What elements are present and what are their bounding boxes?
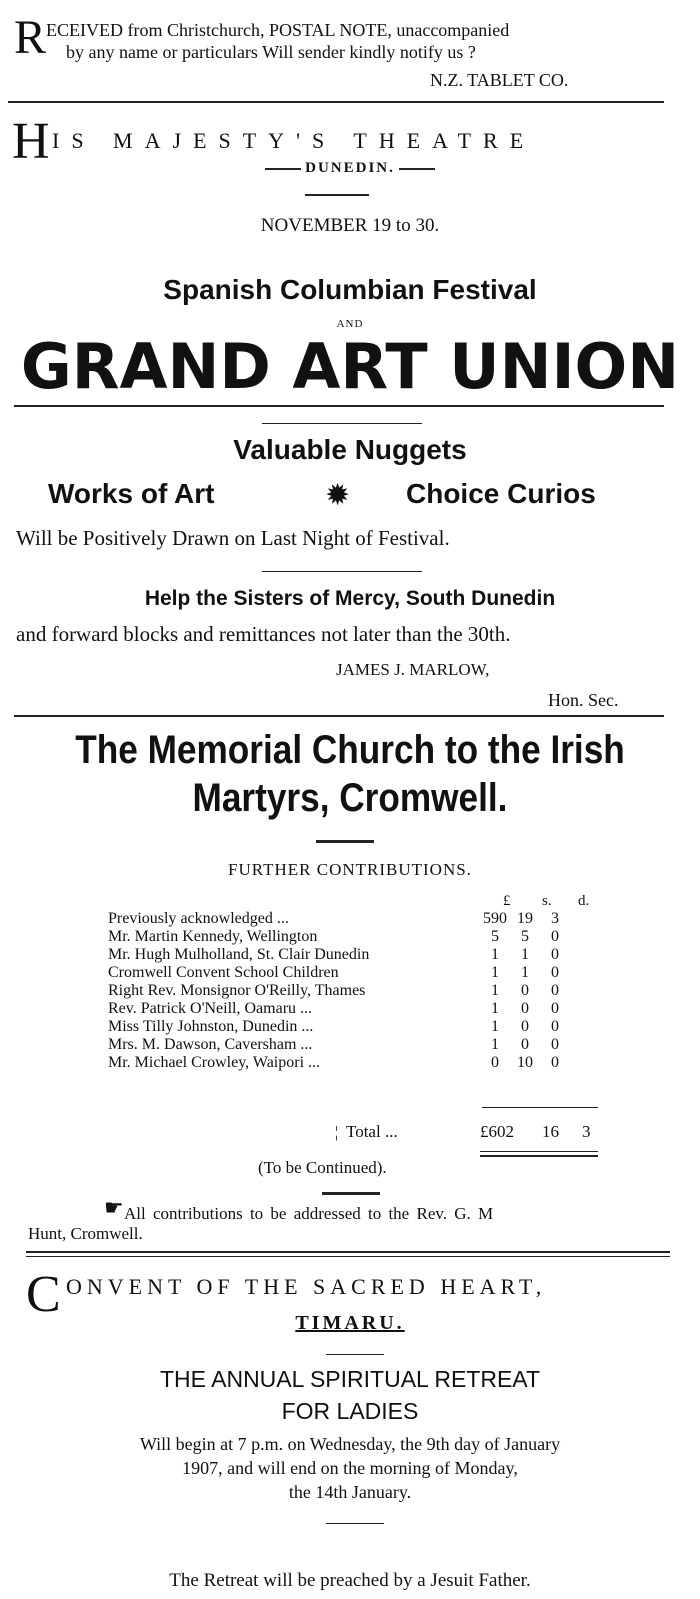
retreat-title-line1: THE ANNUAL SPIRITUAL RETREAT xyxy=(160,1366,540,1392)
amount-pounds: 5 xyxy=(491,928,499,945)
to-be-continued: (To be Continued). xyxy=(258,1158,387,1177)
amount-pence: 0 xyxy=(551,982,559,999)
memorial-title-line1: The Memorial Church to the Irish xyxy=(75,728,625,772)
help-sisters: Help the Sisters of Mercy, South Dunedin xyxy=(144,587,556,610)
contributions-table xyxy=(108,910,570,1072)
address-line1: All contributions to be addressed to the Rev. G. M xyxy=(124,1204,494,1223)
short-rule xyxy=(262,423,422,424)
amount-shillings: 19 xyxy=(517,910,533,927)
contributor-name: Mr. Martin Kennedy, Wellington xyxy=(108,928,318,945)
hand-pointer-icon: ☛ xyxy=(104,1196,124,1221)
header-pence: d. xyxy=(578,893,590,909)
amount-shillings: 0 xyxy=(521,1018,529,1035)
header-pounds: £ xyxy=(503,893,511,909)
amount-shillings: 5 xyxy=(521,928,529,945)
amount-pence: 0 xyxy=(551,928,559,945)
contributions-body xyxy=(108,910,570,1072)
short-rule xyxy=(326,1523,384,1524)
amount-pence: 0 xyxy=(551,964,559,981)
amount-pounds: 1 xyxy=(491,1018,499,1035)
contributor-name: Right Rev. Monsignor O'Reilly, Thames xyxy=(108,982,366,999)
divider xyxy=(26,1251,670,1253)
total-label: Total ... xyxy=(346,1122,398,1141)
secretary-name: JAMES J. MARLOW, xyxy=(336,660,490,679)
divider xyxy=(8,101,664,103)
amount-pounds: 1 xyxy=(491,982,499,999)
amount-shillings: 10 xyxy=(517,1054,533,1071)
amount-pounds: 590 xyxy=(483,910,507,927)
short-rule xyxy=(326,1354,384,1355)
dash-left xyxy=(265,168,301,170)
notice-dropcap: R xyxy=(14,11,47,64)
retreat-preacher: The Retreat will be preached by a Jesuit Father. xyxy=(169,1570,531,1591)
total-rule-double xyxy=(480,1151,598,1152)
contribution-row xyxy=(108,982,570,1000)
short-rule xyxy=(316,840,374,843)
short-rule xyxy=(305,194,369,196)
drawn-notice: Will be Positively Drawn on Last Night of Festival. xyxy=(16,526,450,550)
contribution-row xyxy=(108,1018,570,1036)
notice-signature: N.Z. TABLET CO. xyxy=(430,70,569,90)
amount-shillings: 0 xyxy=(521,1036,529,1053)
contributor-name: Mr. Hugh Mulholland, St. Clair Dunedin xyxy=(108,946,370,963)
secretary-title: Hon. Sec. xyxy=(548,690,619,710)
amount-pounds: 0 xyxy=(491,1054,499,1071)
contribution-row xyxy=(108,1000,570,1018)
amount-pounds: 1 xyxy=(491,946,499,963)
prize-nuggets: Valuable Nuggets xyxy=(233,434,467,465)
theatre-city-text: DUNEDIN. xyxy=(305,160,395,176)
memorial-title-line2: Martyrs, Cromwell. xyxy=(192,776,508,820)
convent-city: TIMARU. xyxy=(295,1312,405,1334)
total-shillings: 16 xyxy=(542,1122,559,1141)
amount-pence: 0 xyxy=(551,1036,559,1053)
divider xyxy=(26,1256,670,1257)
notice-line2: by any name or particulars Will sender kindly notify us ? xyxy=(66,42,476,62)
address-line2: Hunt, Cromwell. xyxy=(28,1224,143,1243)
convent-dropcap: C xyxy=(26,1266,61,1323)
dash-right xyxy=(399,168,435,170)
festival-and: AND xyxy=(336,318,364,330)
total-rule-double xyxy=(480,1155,598,1157)
contribution-row xyxy=(108,946,570,964)
contribution-row xyxy=(108,928,570,946)
total-mark: ¦ xyxy=(335,1124,339,1141)
amount-pence: 0 xyxy=(551,946,559,963)
prize-works-of-art: Works of Art xyxy=(48,478,215,509)
theatre-name: IS MAJESTY'S THEATRE xyxy=(52,128,536,153)
amount-shillings: 0 xyxy=(521,982,529,999)
contributor-name: Previously acknowledged ... xyxy=(108,910,289,927)
amount-pence: 0 xyxy=(551,1000,559,1017)
festival-title: Spanish Columbian Festival xyxy=(163,274,537,305)
contributions-subtitle: FURTHER CONTRIBUTIONS. xyxy=(228,860,472,879)
contributor-name: Rev. Patrick O'Neill, Oamaru ... xyxy=(108,1000,313,1017)
retreat-details-line2: 1907, and will end on the morning of Monday, xyxy=(182,1458,518,1478)
notice-line1: ECEIVED from Christchurch, POSTAL NOTE, unaccompanied xyxy=(46,20,510,40)
theatre-dates: NOVEMBER 19 to 30. xyxy=(260,215,440,236)
divider xyxy=(14,715,664,717)
amount-shillings: 1 xyxy=(521,946,529,963)
amount-pounds: 1 xyxy=(491,964,499,981)
amount-pence: 0 xyxy=(551,1018,559,1035)
prize-choice-curios: Choice Curios xyxy=(406,478,596,509)
grand-art-union-headline: GRAND ART UNION xyxy=(20,330,680,403)
divider xyxy=(14,405,664,407)
retreat-title-line2: FOR LADIES xyxy=(281,1398,419,1424)
amount-pounds: 1 xyxy=(491,1000,499,1017)
amount-pence: 0 xyxy=(551,1054,559,1071)
amount-pence: 3 xyxy=(551,910,559,927)
contributor-name: Cromwell Convent School Children xyxy=(108,964,339,981)
contribution-row xyxy=(108,1036,570,1054)
header-shillings: s. xyxy=(542,893,552,909)
theatre-dropcap: H xyxy=(12,113,50,170)
short-rule xyxy=(322,1192,380,1195)
retreat-details-line3: the 14th January. xyxy=(288,1482,412,1502)
convent-name: ONVENT OF THE SACRED HEART, xyxy=(66,1274,547,1299)
amount-shillings: 1 xyxy=(521,964,529,981)
theatre-city xyxy=(0,160,700,177)
contribution-row xyxy=(108,964,570,982)
total-pounds: £602 xyxy=(480,1122,514,1141)
amount-shillings: 0 xyxy=(521,1000,529,1017)
contribution-row xyxy=(108,1054,570,1072)
amount-pounds: 1 xyxy=(491,1036,499,1053)
total-pence: 3 xyxy=(582,1122,591,1141)
total-rule-top xyxy=(482,1107,598,1108)
contributor-name: Mrs. M. Dawson, Caversham ... xyxy=(108,1036,313,1053)
contributor-name: Mr. Michael Crowley, Waipori ... xyxy=(108,1054,321,1071)
contributor-name: Miss Tilly Johnston, Dunedin ... xyxy=(108,1018,314,1035)
short-rule xyxy=(262,571,422,572)
starburst-icon: ✹ xyxy=(325,479,351,512)
retreat-details-line1: Will begin at 7 p.m. on Wednesday, the 9th day of January xyxy=(139,1434,561,1454)
contribution-row xyxy=(108,910,570,928)
forward-notice: and forward blocks and remittances not later than the 30th. xyxy=(16,622,511,646)
